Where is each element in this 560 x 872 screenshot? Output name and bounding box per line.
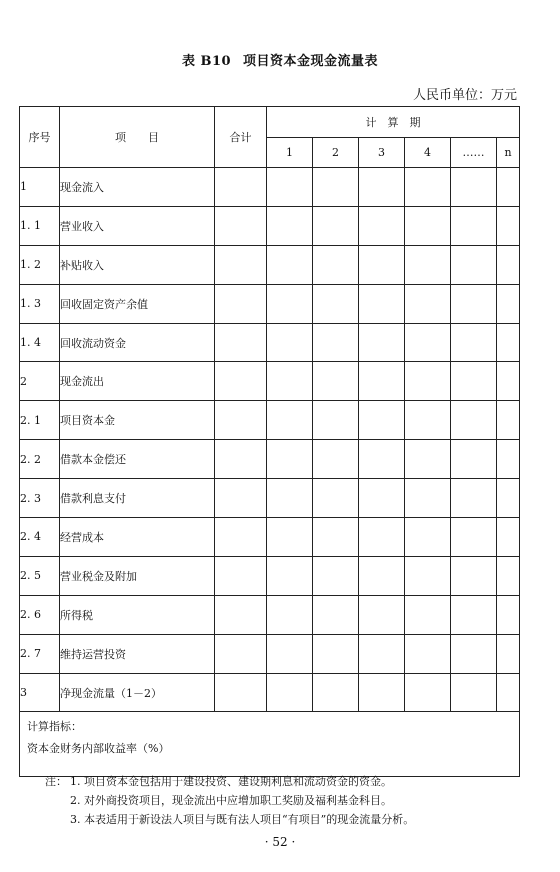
note-2 (45, 791, 414, 810)
value-cell (267, 245, 313, 284)
value-cell (359, 556, 405, 595)
row-number: 2. 6 (20, 595, 60, 634)
row-label: 回收流动资金 (60, 323, 215, 362)
notes (45, 772, 414, 829)
value-cell (497, 401, 520, 440)
value-cell (359, 206, 405, 245)
table-row (20, 401, 520, 440)
value-cell (313, 401, 359, 440)
value-cell (267, 362, 313, 401)
value-cell (497, 323, 520, 362)
value-cell (497, 673, 520, 712)
row-number: 2. 2 (20, 440, 60, 479)
value-cell (215, 440, 267, 479)
row-label: 现金流出 (60, 362, 215, 401)
value-cell (405, 323, 451, 362)
header-seq: 序号 (20, 107, 60, 168)
value-cell (313, 168, 359, 207)
header-period: 计 算 期 (267, 107, 520, 138)
header-item-label: 项 目 (115, 131, 159, 144)
value-cell (313, 479, 359, 518)
value-cell (451, 284, 497, 323)
value-cell (313, 323, 359, 362)
value-cell (313, 518, 359, 557)
value-cell (313, 206, 359, 245)
value-cell (215, 634, 267, 673)
table-row (20, 245, 520, 284)
value-cell (267, 556, 313, 595)
value-cell (497, 556, 520, 595)
value-cell (451, 168, 497, 207)
table-body (20, 168, 520, 712)
value-cell (215, 245, 267, 284)
value-cell (359, 362, 405, 401)
value-cell (451, 206, 497, 245)
value-cell (359, 401, 405, 440)
row-number: 2. 3 (20, 479, 60, 518)
value-cell (267, 479, 313, 518)
row-number: 2. 5 (20, 556, 60, 595)
value-cell (267, 168, 313, 207)
row-label: 项目资本金 (60, 401, 215, 440)
value-cell (405, 206, 451, 245)
row-number: 2 (20, 362, 60, 401)
value-cell (497, 440, 520, 479)
value-cell (497, 634, 520, 673)
header-period-6: n (497, 138, 520, 168)
note-3 (45, 810, 414, 829)
value-cell (215, 284, 267, 323)
value-cell (313, 634, 359, 673)
table-row (20, 168, 520, 207)
note-text: 1. 项目资本金包括用于建设投资、建设期利息和流动资金的资金。 (70, 775, 392, 788)
table-row (20, 206, 520, 245)
value-cell (405, 362, 451, 401)
value-cell (451, 323, 497, 362)
table-row (20, 323, 520, 362)
row-number: 2. 7 (20, 634, 60, 673)
table-row (20, 440, 520, 479)
table-code: 表 B10 (181, 54, 232, 69)
header-period-5: …… (451, 138, 497, 168)
row-label: 营业收入 (60, 206, 215, 245)
value-cell (313, 440, 359, 479)
value-cell (215, 556, 267, 595)
table-row (20, 362, 520, 401)
row-label: 营业税金及附加 (60, 556, 215, 595)
value-cell (359, 518, 405, 557)
value-cell (359, 634, 405, 673)
value-cell (451, 245, 497, 284)
row-label: 所得税 (60, 595, 215, 634)
header-period-2: 2 (313, 138, 359, 168)
table-row (20, 595, 520, 634)
notes-lead: 注： (45, 775, 67, 788)
value-cell (451, 556, 497, 595)
row-label: 现金流入 (60, 168, 215, 207)
value-cell (215, 595, 267, 634)
row-number: 1. 1 (20, 206, 60, 245)
value-cell (451, 440, 497, 479)
value-cell (215, 206, 267, 245)
value-cell (215, 168, 267, 207)
value-cell (267, 284, 313, 323)
value-cell (497, 518, 520, 557)
row-number: 2. 4 (20, 518, 60, 557)
value-cell (405, 401, 451, 440)
value-cell (359, 168, 405, 207)
table-row (20, 479, 520, 518)
row-label: 补贴收入 (60, 245, 215, 284)
value-cell (313, 556, 359, 595)
value-cell (267, 401, 313, 440)
value-cell (451, 634, 497, 673)
note-1 (45, 772, 414, 791)
header-period-3: 3 (359, 138, 405, 168)
header-item (60, 107, 215, 168)
value-cell (405, 673, 451, 712)
row-label: 经营成本 (60, 518, 215, 557)
value-cell (497, 595, 520, 634)
row-number: 1. 3 (20, 284, 60, 323)
value-cell (313, 362, 359, 401)
row-label: 回收固定资产余值 (60, 284, 215, 323)
row-number: 2. 1 (20, 401, 60, 440)
header-row-1 (20, 107, 520, 138)
note-text: 3. 本表适用于新设法人项目与既有法人项目“有项目”的现金流量分析。 (70, 813, 415, 826)
value-cell (405, 284, 451, 323)
row-label: 借款本金偿还 (60, 440, 215, 479)
header-total: 合计 (215, 107, 267, 168)
row-label: 维持运营投资 (60, 634, 215, 673)
row-number: 1 (20, 168, 60, 207)
value-cell (451, 479, 497, 518)
value-cell (267, 595, 313, 634)
indicators-item: 资本金财务内部收益率（%） (27, 742, 170, 756)
value-cell (215, 673, 267, 712)
table-row (20, 673, 520, 712)
value-cell (451, 362, 497, 401)
value-cell (405, 518, 451, 557)
table-title (0, 50, 560, 69)
value-cell (215, 323, 267, 362)
value-cell (215, 362, 267, 401)
value-cell (359, 673, 405, 712)
value-cell (405, 479, 451, 518)
row-number: 1. 4 (20, 323, 60, 362)
value-cell (267, 440, 313, 479)
page-number: · 52 · (264, 835, 296, 849)
value-cell (405, 634, 451, 673)
value-cell (267, 323, 313, 362)
value-cell (497, 362, 520, 401)
value-cell (451, 595, 497, 634)
value-cell (405, 440, 451, 479)
value-cell (451, 518, 497, 557)
value-cell (405, 556, 451, 595)
value-cell (267, 634, 313, 673)
value-cell (497, 284, 520, 323)
cash-flow-table (19, 106, 520, 777)
indicators-row (20, 712, 520, 777)
table-row (20, 518, 520, 557)
indicators-cell (20, 712, 520, 777)
table-name: 项目资本金现金流量表 (243, 54, 379, 69)
indicators-heading: 计算指标： (27, 720, 82, 734)
table-row (20, 556, 520, 595)
header-period-4: 4 (405, 138, 451, 168)
value-cell (313, 673, 359, 712)
row-label: 借款利息支付 (60, 479, 215, 518)
value-cell (359, 284, 405, 323)
header-period-1: 1 (267, 138, 313, 168)
value-cell (313, 595, 359, 634)
value-cell (313, 284, 359, 323)
value-cell (405, 245, 451, 284)
value-cell (267, 673, 313, 712)
value-cell (215, 518, 267, 557)
value-cell (405, 168, 451, 207)
row-number: 3 (20, 673, 60, 712)
row-number: 1. 2 (20, 245, 60, 284)
value-cell (497, 245, 520, 284)
value-cell (497, 479, 520, 518)
value-cell (359, 323, 405, 362)
value-cell (313, 245, 359, 284)
value-cell (359, 595, 405, 634)
value-cell (497, 168, 520, 207)
value-cell (215, 479, 267, 518)
value-cell (405, 595, 451, 634)
table-row (20, 634, 520, 673)
value-cell (451, 401, 497, 440)
currency-unit: 人民币单位：万元 (412, 88, 517, 103)
table-row (20, 284, 520, 323)
value-cell (359, 440, 405, 479)
row-label: 净现金流量（1－2） (60, 673, 215, 712)
value-cell (359, 479, 405, 518)
value-cell (359, 245, 405, 284)
note-text: 2. 对外商投资项目，现金流出中应增加职工奖励及福利基金科目。 (70, 794, 392, 807)
value-cell (267, 206, 313, 245)
value-cell (215, 401, 267, 440)
value-cell (497, 206, 520, 245)
value-cell (267, 518, 313, 557)
value-cell (451, 673, 497, 712)
